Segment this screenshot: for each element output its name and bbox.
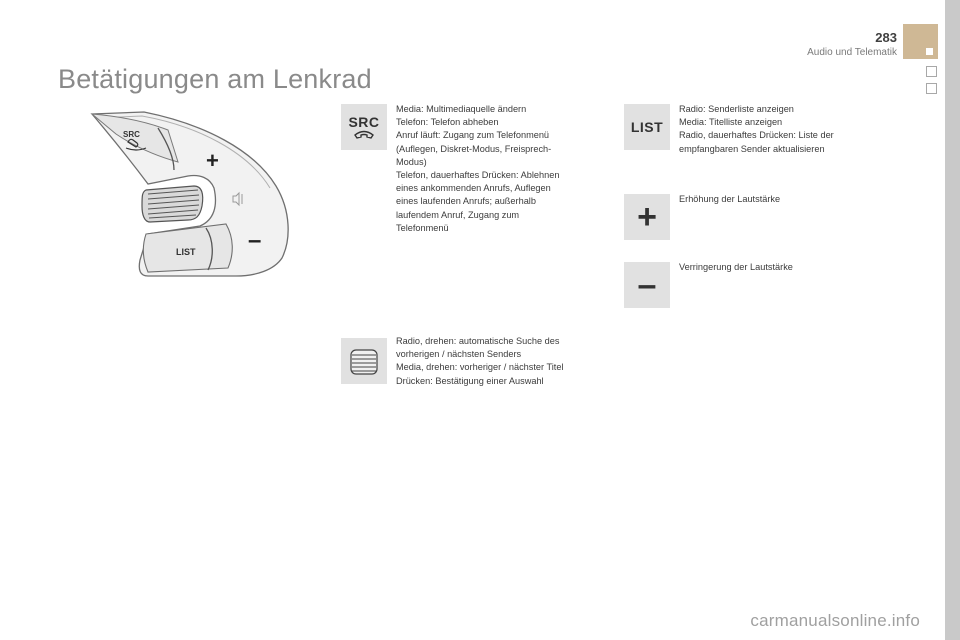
- right-margin-bar: [945, 0, 960, 640]
- volume-up-icon: [624, 194, 670, 240]
- text-line: Modus): [396, 156, 427, 167]
- list-button-icon: [624, 104, 670, 150]
- thumb-wheel-icon: [341, 338, 387, 384]
- text-line: Radio, dauerhaftes Drücken: Liste der: [679, 130, 834, 141]
- plus-icon: +: [637, 198, 657, 236]
- phone-icon: [353, 129, 375, 139]
- list-label: LIST: [176, 247, 196, 257]
- text-line: eines laufenden Anrufs; außerhalb: [396, 196, 536, 207]
- steering-wheel-controls-illustration: [86, 108, 292, 292]
- list-icon-label: LIST: [630, 119, 664, 135]
- chapter-tab-empty[interactable]: [926, 66, 937, 77]
- text-line: vorherigen / nächsten Senders: [396, 349, 522, 360]
- text-line: Media: Titelliste anzeigen: [679, 117, 783, 128]
- page-number: 283: [875, 30, 897, 45]
- chapter-tab-empty[interactable]: [926, 83, 937, 94]
- minus-description: [679, 261, 889, 274]
- text-line: eines ankommenden Anrufs, Auflegen: [396, 183, 551, 194]
- src-description: [396, 103, 606, 235]
- src-icon-label: SRC: [348, 114, 380, 130]
- text-line: Radio: Senderliste anzeigen: [679, 104, 794, 114]
- thumb-wheel: [142, 186, 203, 222]
- list-description: [679, 103, 879, 156]
- text-line: Verringerung der Lautstärke: [679, 262, 793, 272]
- volume-down-icon: [624, 262, 670, 308]
- text-line: Media: Multimediaquelle ändern: [396, 104, 527, 114]
- text-line: Media, drehen: vorheriger / nächster Titel: [396, 362, 564, 373]
- text-line: Telefon: Telefon abheben: [396, 117, 499, 128]
- text-line: laufendem Anruf, Zugang zum: [396, 209, 520, 220]
- thumb-wheel-description: [396, 335, 611, 388]
- plus-icon: +: [206, 148, 219, 173]
- page-title: Betätigungen am Lenkrad: [58, 64, 372, 94]
- text-line: empfangbaren Sender aktualisieren: [679, 143, 825, 154]
- section-name: Audio und Telematik: [807, 47, 897, 58]
- text-line: Radio, drehen: automatische Suche des: [396, 336, 560, 346]
- text-line: Telefonmenü: [396, 222, 449, 233]
- scroll-wheel-icon: [349, 346, 379, 376]
- text-line: (Auflegen, Diskret-Modus, Freisprech-: [396, 143, 552, 154]
- text-line: Anruf läuft: Zugang zum Telefonmenü: [396, 130, 550, 141]
- text-line: Erhöhung der Lautstärke: [679, 194, 781, 204]
- src-button-icon: [341, 104, 387, 150]
- chapter-tab-active[interactable]: [903, 24, 938, 59]
- src-label: SRC: [123, 130, 140, 139]
- chapter-tab-dot: [926, 48, 933, 55]
- watermark: carmanualsonline.info: [750, 611, 920, 630]
- minus-icon: –: [637, 266, 657, 304]
- text-line: Telefon, dauerhaftes Drücken: Ablehnen: [396, 170, 560, 181]
- text-line: Drücken: Bestätigung einer Auswahl: [396, 375, 544, 386]
- plus-description: [679, 193, 889, 206]
- minus-icon: –: [248, 227, 262, 254]
